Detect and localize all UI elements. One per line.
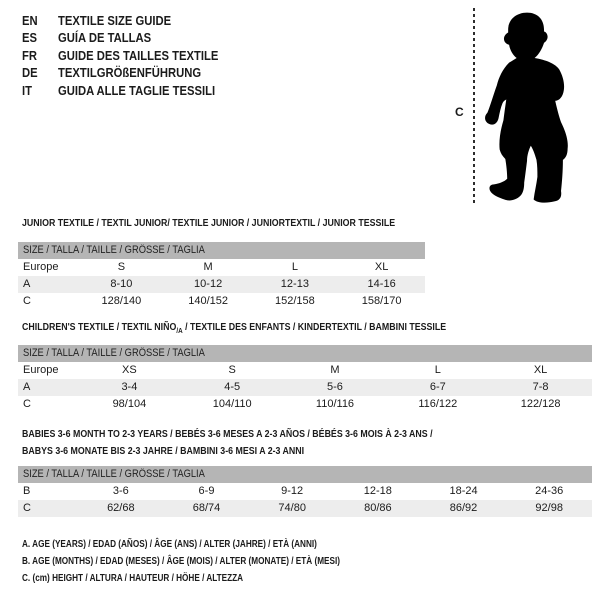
size-cell: 3-4 <box>121 381 138 393</box>
row-label: Europe <box>23 261 59 273</box>
table-row-europe <box>18 362 592 379</box>
size-header-label: SIZE / TALLA / TAILLE / GRÖSSE / TAGLIA <box>23 244 205 256</box>
children-title-sub: /A <box>176 326 183 336</box>
row-label: B <box>23 485 31 497</box>
language-row-en <box>22 13 218 30</box>
row-label: C <box>23 295 31 307</box>
size-cell: 122/128 <box>520 398 561 410</box>
table-row-c <box>18 293 425 310</box>
size-cell: 128/140 <box>101 295 142 307</box>
language-row-it <box>22 83 218 100</box>
height-measure-dashed-line <box>473 8 475 205</box>
size-cell: 12-13 <box>280 278 309 290</box>
size-cell: L <box>291 261 298 273</box>
size-cell: 116/122 <box>418 398 458 410</box>
language-code: FR <box>22 48 38 63</box>
size-cell: 6-7 <box>429 381 446 393</box>
size-cell: 4-5 <box>224 381 241 393</box>
size-cell: S <box>228 364 236 376</box>
size-cell: 7-8 <box>532 381 549 393</box>
size-header-bar <box>18 466 592 483</box>
size-cell: 80/86 <box>364 502 392 514</box>
row-label: A <box>23 278 31 290</box>
size-cell: XS <box>122 364 137 376</box>
size-cell: XL <box>533 364 548 376</box>
children-table-title <box>22 320 446 338</box>
junior-table-title: JUNIOR TEXTILE / TEXTIL JUNIOR/ TEXTILE JUNIOR / JUNIORTEXTIL / JUNIOR TESSILE <box>22 217 396 229</box>
size-header-label: SIZE / TALLA / TAILLE / GRÖSSE / TAGLIA <box>23 468 205 480</box>
size-cell: 140/152 <box>188 295 228 307</box>
language-code: EN <box>22 14 38 28</box>
size-cell: 158/170 <box>361 295 402 307</box>
size-cell: 18-24 <box>449 485 478 497</box>
size-cell: S <box>117 261 126 273</box>
legend-line-b: B. AGE (MONTHS) / EDAD (MESES) / ÂGE (MOIS) / ALTER (MONATE) / ETÀ (MESI) <box>22 556 340 568</box>
size-cell: 14-16 <box>367 278 396 290</box>
junior-size-table <box>18 242 425 310</box>
babies-table-title-line2: BABYS 3-6 MONATE BIS 2-3 JAHRE / BAMBINI 3-6 MESI A 2-3 ANNI <box>22 445 305 457</box>
size-cell: 3-6 <box>112 485 129 497</box>
language-code: IT <box>22 83 32 98</box>
size-cell: 10-12 <box>194 278 223 290</box>
height-measure-label: C <box>455 105 464 119</box>
size-cell: 8-10 <box>110 278 133 290</box>
language-list <box>22 13 240 100</box>
row-label: C <box>23 398 31 410</box>
language-code: DE <box>22 66 38 81</box>
size-cell: 68/74 <box>192 502 221 514</box>
language-code: ES <box>22 31 38 46</box>
language-row-fr <box>22 48 218 65</box>
size-cell: 86/92 <box>449 502 478 514</box>
table-row-b <box>18 483 592 500</box>
size-header-bar <box>18 345 592 362</box>
row-label: C <box>23 502 31 514</box>
size-cell: 98/104 <box>112 398 147 410</box>
size-cell: 74/80 <box>278 502 306 514</box>
table-row-c <box>18 500 592 517</box>
size-header-bar <box>18 242 425 259</box>
measure-legend <box>22 536 410 588</box>
legend-line-c: C. (cm) HEIGHT / ALTURA / HAUTEUR / HÖHE / ALTEZZA <box>22 573 244 585</box>
size-header-label: SIZE / TALLA / TAILLE / GRÖSSE / TAGLIA <box>23 347 205 359</box>
size-cell: 92/98 <box>535 502 563 514</box>
size-cell: XL <box>374 261 389 273</box>
size-cell: 110/116 <box>315 398 355 410</box>
size-cell: L <box>434 364 441 376</box>
size-cell: 12-18 <box>363 485 392 497</box>
table-row-c <box>18 396 592 413</box>
legend-line-a: A. AGE (YEARS) / EDAD (AÑOS) / ÂGE (ANS) / ALTER (JAHRE) / ETÀ (ANNI) <box>22 539 317 550</box>
language-row-de <box>22 65 218 82</box>
size-cell: 5-6 <box>327 381 343 393</box>
size-cell: 6-9 <box>198 485 215 497</box>
babies-table-title-line1: BABIES 3-6 MONTH TO 2-3 YEARS / BEBÉS 3-6 MESES A 2-3 AÑOS / BÉBÉS 3-6 MOIS À 2-3 ANS / <box>22 428 433 440</box>
size-cell: 152/158 <box>274 295 315 307</box>
size-cell: 24-36 <box>535 485 564 497</box>
table-row-a <box>18 276 425 293</box>
language-row-es <box>22 30 218 47</box>
table-row-a <box>18 379 592 396</box>
language-label: GUIDE DES TAILLES TEXTILE <box>58 48 219 63</box>
size-cell: M <box>203 261 213 273</box>
language-label: GUIDA ALLE TAGLIE TESSILI <box>58 83 216 98</box>
size-cell: 62/68 <box>107 502 135 514</box>
table-row-europe <box>18 259 425 276</box>
language-label: GUÍA DE TALLAS <box>58 31 152 46</box>
baby-silhouette <box>477 2 595 213</box>
babies-size-table <box>18 466 592 517</box>
row-label: Europe <box>23 364 59 376</box>
children-title-pre: CHILDREN'S TEXTILE / TEXTIL NIÑO <box>22 321 177 333</box>
language-label: TEXTILE SIZE GUIDE <box>58 14 172 28</box>
language-label: TEXTILGRÖßENFÜHRUNG <box>58 66 202 81</box>
size-cell: 104/110 <box>212 398 252 410</box>
row-label: A <box>23 381 31 393</box>
size-cell: M <box>330 364 340 376</box>
children-size-table <box>18 345 592 413</box>
size-cell: 9-12 <box>281 485 304 497</box>
children-title-post: / TEXTILE DES ENFANTS / KINDERTEXTIL / BAMBINI TESSILE <box>182 321 447 333</box>
